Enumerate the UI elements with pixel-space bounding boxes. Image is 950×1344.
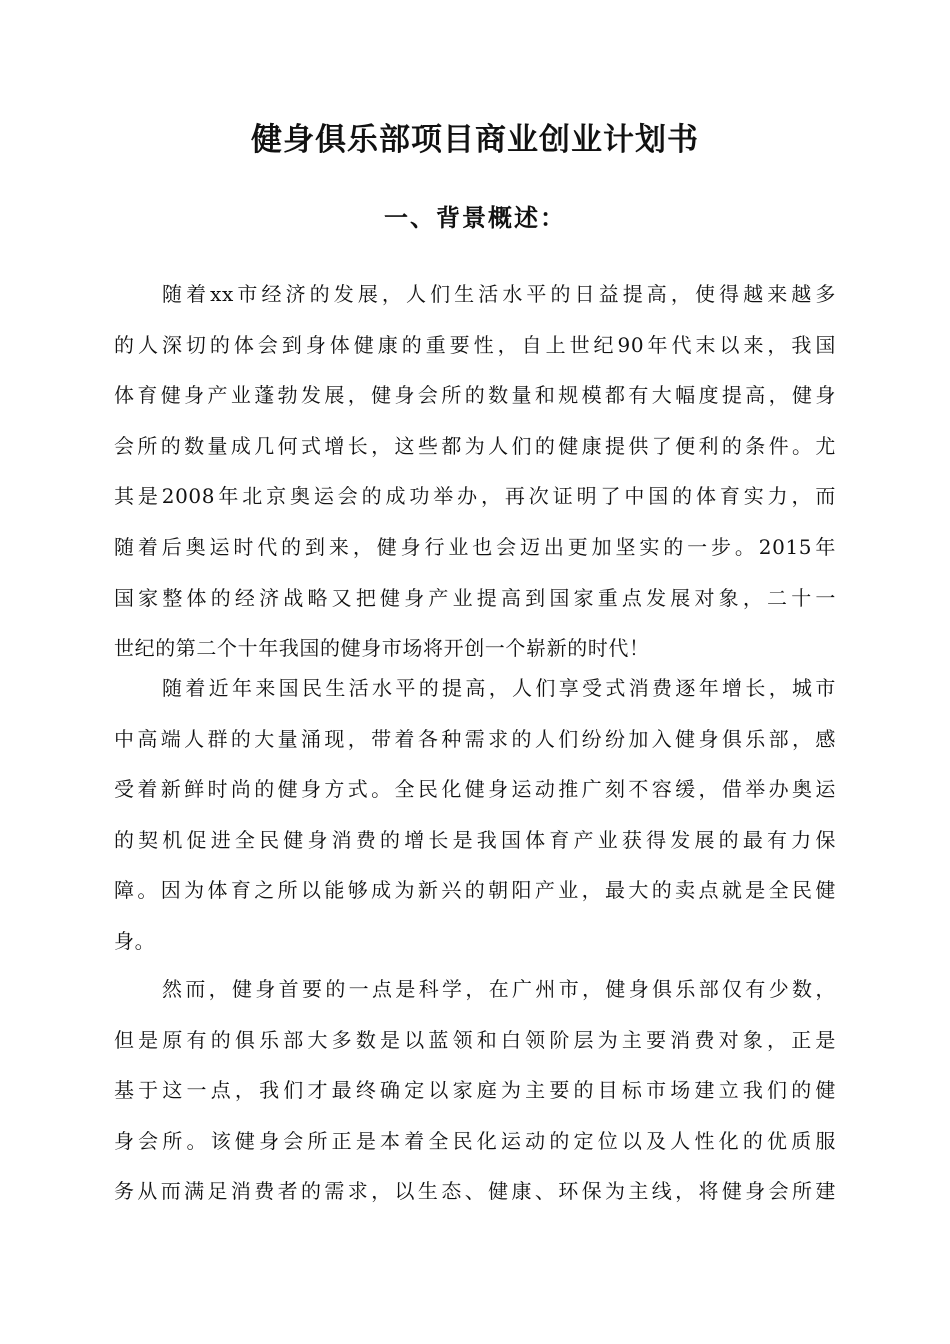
paragraph-line: 受着新鲜时尚的健身方式。全民化健身运动推广刻不容缓，借举办奥运 (114, 777, 836, 802)
paragraph-line: 随着近年来国民生活水平的提高，人们享受式消费逐年增长，城市 (162, 676, 836, 700)
paragraph-line: 随着后奥运时代的到来，健身行业也会迈出更加坚实的一步。2015年 (114, 534, 836, 559)
paragraph-line: 障。因为体育之所以能够成为新兴的朝阳产业，最大的卖点就是全民健 (114, 878, 836, 903)
paragraph-line: 的契机促进全民健身消费的增长是我国体育产业获得发展的最有力保 (114, 827, 836, 852)
paragraph-3 (114, 964, 836, 1217)
paragraph-line: 身。 (114, 928, 156, 953)
paragraph-1 (114, 269, 836, 674)
paragraph-line: 中高端人群的大量涌现，带着各种需求的人们纷纷加入健身俱乐部，感 (114, 726, 836, 751)
paragraph-line: 身会所。该健身会所正是本着全民化运动的定位以及人性化的优质服 (114, 1128, 836, 1153)
paragraph-line: 世纪的第二个十年我国的健身市场将开创一个崭新的时代！ (114, 636, 650, 661)
document-title: 健身俱乐部项目商业创业计划书 (251, 122, 699, 158)
paragraph-line: 但是原有的俱乐部大多数是以蓝领和白领阶层为主要消费对象，正是 (114, 1027, 836, 1052)
paragraph-line: 国家整体的经济战略又把健身产业提高到国家重点发展对象，二十一 (114, 585, 836, 610)
paragraph-line: 然而，健身首要的一点是科学，在广州市，健身俱乐部仅有少数， (162, 977, 836, 1001)
paragraph-line: 随着xx市经济的发展，人们生活水平的日益提高，使得越来越多 (162, 282, 836, 306)
section-heading-background: 一、背景概述： (384, 203, 566, 232)
paragraph-line: 其是2008年北京奥运会的成功举办，再次证明了中国的体育实力，而 (114, 484, 836, 509)
paragraph-line: 体育健身产业蓬勃发展，健身会所的数量和规模都有大幅度提高，健身 (114, 383, 836, 408)
paragraph-2 (114, 663, 836, 967)
paragraph-line: 基于这一点，我们才最终确定以家庭为主要的目标市场建立我们的健 (114, 1078, 836, 1103)
paragraph-line: 务从而满足消费者的需求，以生态、健康、环保为主线，将健身会所建 (114, 1179, 836, 1204)
paragraph-line: 会所的数量成几何式增长，这些都为人们的健康提供了便利的条件。尤 (114, 433, 836, 458)
paragraph-line: 的人深切的体会到身体健康的重要性，自上世纪90年代末以来，我国 (114, 332, 836, 357)
